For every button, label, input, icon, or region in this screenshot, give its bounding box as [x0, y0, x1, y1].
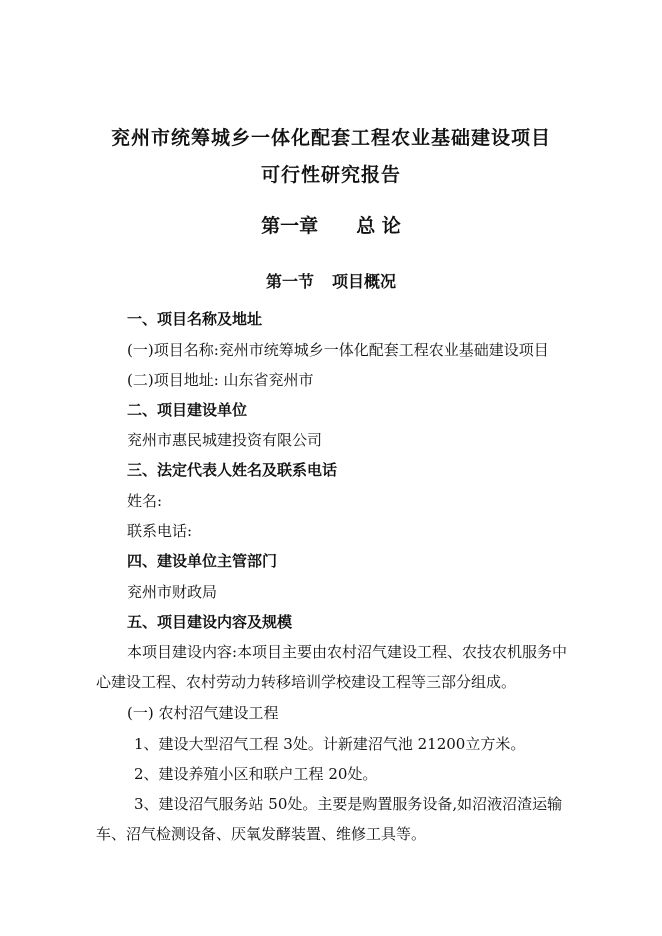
- heading-legal-representative: 三、法定代表人姓名及联系电话: [127, 461, 338, 479]
- paragraph-project-address: (二)项目地址: 山东省兖州市: [127, 371, 314, 389]
- list-item-large-biogas: 1、建设大型沼气工程 3处。计新建沼气池 21200立方米。: [134, 735, 526, 753]
- chapter-number: 第一章: [261, 215, 319, 237]
- paragraph-construction-content-line-2: 心建设工程、农村劳动力转移培训学校建设工程等三部分组成。: [96, 673, 517, 691]
- heading-supervising-department: 四、建设单位主管部门: [127, 552, 278, 570]
- chapter-heading: [0, 216, 662, 236]
- list-item-breeding-community: 2、建设养殖小区和联户工程 20处。: [134, 765, 378, 783]
- chapter-name: 总 论: [356, 215, 401, 237]
- paragraph-phone-field: 联系电话:: [127, 522, 193, 540]
- paragraph-name-field: 姓名:: [127, 492, 163, 510]
- paragraph-project-name: (一)项目名称:兖州市统筹城乡一体化配套工程农业基础建设项目: [127, 341, 549, 359]
- paragraph-construction-content-line-1: 本项目建设内容:本项目主要由农村沼气建设工程、农技农机服务中: [127, 643, 568, 661]
- heading-project-name-address: 一、项目名称及地址: [127, 310, 263, 328]
- heading-construction-unit: 二、项目建设单位: [127, 401, 248, 419]
- list-item-service-station-line-1: 3、建设沼气服务站 50处。主要是购置服务设备,如沼液沼渣运输: [134, 795, 563, 813]
- list-item-service-station-line-2: 车、沼气检测设备、厌氧发酵装置、维修工具等。: [96, 825, 427, 843]
- document-title-line-1: 兖州市统筹城乡一体化配套工程农业基础建设项目: [110, 127, 551, 149]
- section-number: 第一节: [265, 272, 314, 291]
- heading-construction-content-scale: 五、项目建设内容及规模: [127, 613, 293, 631]
- paragraph-construction-unit: 兖州市惠民城建投资有限公司: [127, 431, 323, 449]
- section-name: 项目概况: [332, 272, 397, 291]
- subheading-biogas-project: (一) 农村沼气建设工程: [127, 704, 279, 722]
- paragraph-supervising-department: 兖州市财政局: [127, 583, 218, 601]
- section-heading: [0, 272, 662, 292]
- document-title-line-2: 可行性研究报告: [260, 164, 401, 186]
